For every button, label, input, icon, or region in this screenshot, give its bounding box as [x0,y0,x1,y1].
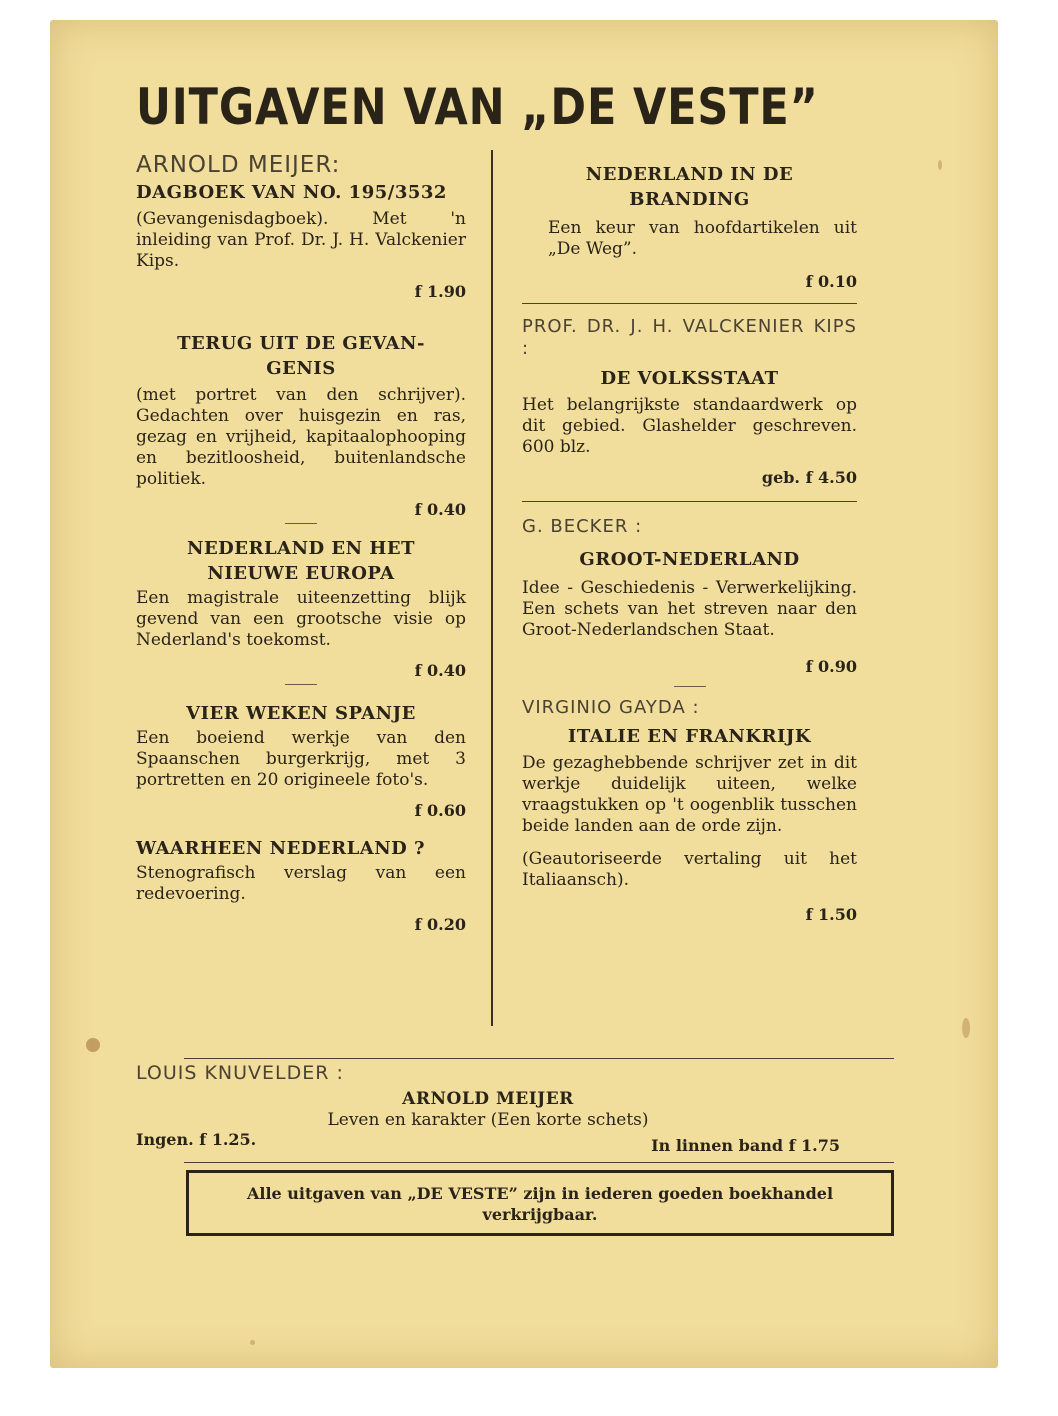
book-price: f 1.50 [805,905,857,924]
right-column [522,152,857,924]
separator-dash [285,523,317,524]
book-price: f 1.90 [414,282,466,301]
book-description: Een magistrale uiteenzetting blijk gevend van een grootsche visie op Nederland's toekomst. [136,588,466,650]
section-rule [522,501,857,502]
book-description: Idee - Geschiedenis - Verwerkelijking. Een schets van het streven naar den Groot-Nederlandschen Staat. [522,578,857,640]
book-price: f 0.40 [414,500,466,519]
book-title: WAARHEEN NEDERLAND ? [136,838,426,859]
stain-spot [86,1038,100,1052]
book-title-text: TERUG UIT DE GEVAN- GENIS [177,333,425,379]
book-entry [136,701,466,820]
book-description: De gezaghebbende schrijver zet in dit werkje duidelijk uiteen, welke vraagstukken op 't oogenblik tusschen beide landen aan de orde zijn. [522,753,857,836]
footer-rule [184,1162,894,1163]
availability-notice-box [186,1170,894,1236]
author-name: G. BECKER : [522,516,643,537]
book-title [522,162,857,212]
stain-spot [250,1340,255,1345]
author-name: VIRGINIO GAYDA : [522,697,700,718]
book-entry [522,162,857,291]
book-title: DE VOLKSSTAAT [600,368,779,389]
book-title [136,331,466,381]
book-title-text: NEDERLAND EN HET NIEUWE EUROPA [187,538,415,584]
book-description: Een keur van hoofdartikelen uit „De Weg”. [548,218,857,259]
stain-spot [938,160,942,170]
author-name: PROF. DR. J. H. VALCKENIER KIPS : [522,316,857,359]
section-rule [522,303,857,304]
separator-dash [285,684,317,685]
book-title [136,536,466,586]
availability-notice: Alle uitgaven van „DE VESTE” zijn in iederen goeden boekhandel verkrijgbaar. [246,1184,834,1224]
book-description: (Gevangenisdagboek). Met 'n inleiding van Prof. Dr. J. H. Valckenier Kips. [136,209,466,271]
book-price: f 0.40 [414,661,466,680]
author-name: ARNOLD MEIJER: [136,152,341,178]
separator-dash [674,686,706,687]
book-description: Het belangrijkste standaardwerk op dit gebied. Glashelder geschreven. 600 blz. [522,395,857,457]
footer-price-right: In linnen band f 1.75 [651,1136,840,1155]
page-title: UITGAVEN VAN „DE VESTE” [136,78,819,136]
book-entry [522,697,857,924]
book-price: geb. f 4.50 [761,468,857,487]
book-entry [522,316,857,487]
book-title-text: NEDERLAND IN DE BRANDING [585,164,794,210]
footer-author: LOUIS KNUVELDER : [136,1062,344,1084]
column-divider [491,150,493,1026]
book-price: f 0.90 [805,657,857,676]
footer-price-left: Ingen. f 1.25. [136,1130,257,1149]
book-price: f 0.60 [414,801,466,820]
footer-book-subtitle: Leven en karakter (Een korte schets) [327,1110,649,1130]
book-entry [136,836,466,934]
book-description: Stenografisch verslag van een redevoering. [136,863,466,904]
book-title: VIER WEKEN SPANJE [186,703,416,724]
book-note: (Geautoriseerde vertaling uit het Italiaansch). [522,849,857,890]
footer-book-title: ARNOLD MEIJER [402,1089,574,1109]
book-title: ITALIE EN FRANKRIJK [567,726,812,747]
stain-spot [962,1018,970,1038]
left-column [136,152,466,934]
book-description: Een boeiend werkje van den Spaanschen burgerkrijg, met 3 portretten en 20 origineele foto's. [136,728,466,790]
book-price: f 0.20 [414,915,466,934]
footer-book [136,1088,840,1131]
book-price: f 0.10 [805,272,857,291]
book-title: DAGBOEK VAN NO. 195/3532 [136,182,447,203]
book-title: GROOT-NEDERLAND [579,549,800,570]
book-entry [136,331,466,524]
book-entry [136,536,466,685]
book-entry [136,180,466,301]
book-description: (met portret van den schrijver). Gedachten over huisgezin en ras, gezag en vrijheid, kapitaalophooping en bezitloosheid, buitenlandsche politiek. [136,385,466,489]
book-entry [522,516,857,676]
footer-rule [184,1058,894,1059]
